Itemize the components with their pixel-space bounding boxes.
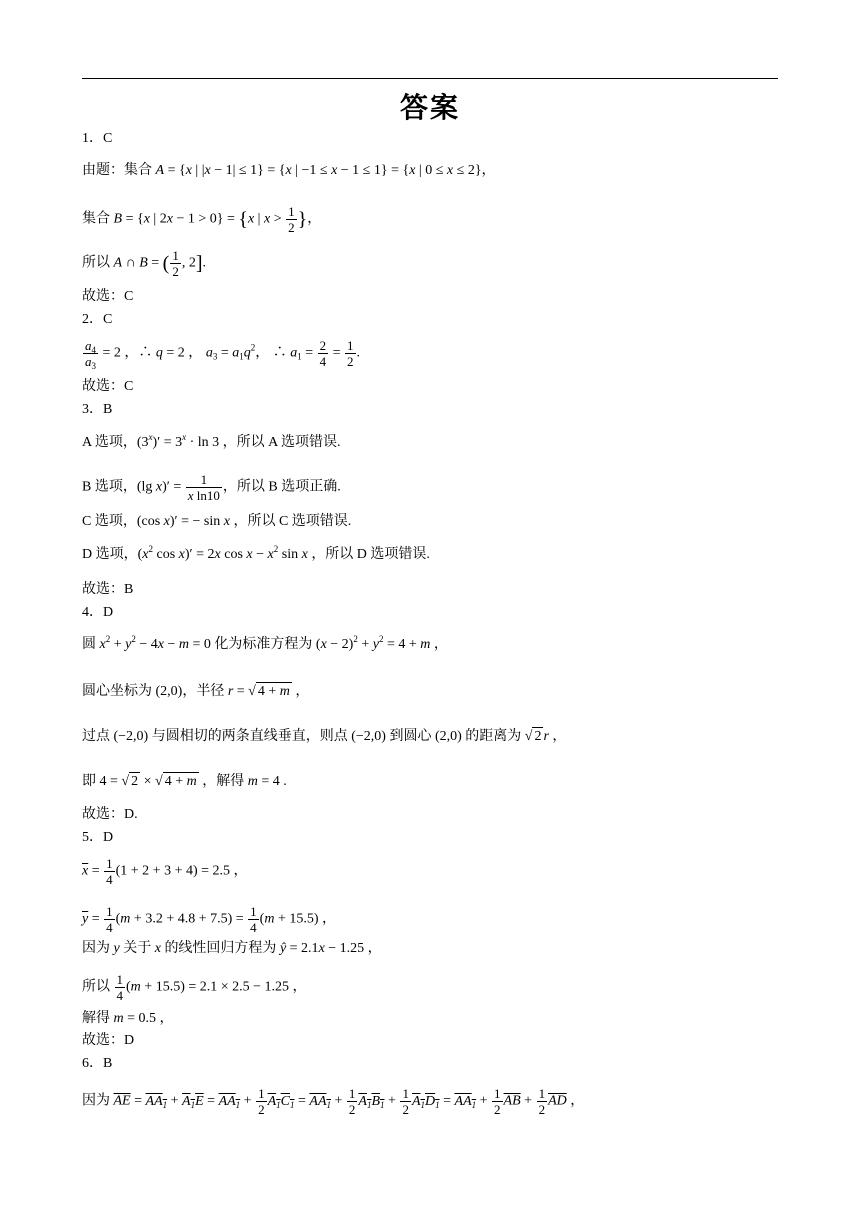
answer-line: 故选：C: [82, 379, 134, 394]
answer-line: 过点 (−2,0) 与圆相切的两条直线垂直，则点 (−2,0) 到圆心 (2,0) 的距离为 √ 2 r ，: [82, 729, 567, 744]
answer-line: D 选项，($x^2$ cos x)′ = 2x $\cos x - x^2$ sin x ，所以 D 选项错误.: [82, 544, 430, 562]
answer-line: $\frac{a_4}{a_3}$ = 2 ，∴ q = 2 ， $a_3 = a_1q^2$， ∴ $a_1$ = $\frac{2}{4}$ = $\frac{1}{2}$ .: [85, 338, 361, 371]
answer-line: 4．D: [82, 605, 114, 620]
answer-line: 故选：D: [82, 1033, 135, 1048]
answer-line: 5．D: [82, 830, 114, 845]
answer-line: 圆心坐标为 (2,0)，半径 r = √ 4 + m ，: [82, 684, 310, 699]
answer-line: 所以 $\frac{1}{4}$ (m + 15.5) = 2.1 × 2.5 − 1.25 ，: [82, 972, 307, 1003]
answer-line: B 选项，(lg x)′ = $\frac{1}{\text{x ln10}}$ ，所以 B 选项正确.: [82, 472, 341, 503]
answer-line: 故选：D.: [82, 807, 138, 822]
answer-line: $\overline{y}$ = $\frac{1}{4}$ (m + 3.2 + 4.8 + 7.5) = $\frac{1}{4}$ (m + 15.5) ，: [82, 904, 337, 935]
answer-line: 故选：B: [82, 582, 134, 597]
answer-line: 3．B: [82, 402, 113, 417]
answer-line: 因为 $\overline{AE} = AA_1 + A_1E = AA_1$ + $\frac{1}{2}$ $A_1C_1 = AA_1$ + $\frac{1}{2}$ $A_1B_1$ + $\frac{1}{2}$ $A_1D_1 = AA_1$ + $\frac{1}{2}$ $\overline{AB}$ + $\frac{1}{2}$ $\overline{AD}$ ，: [82, 1086, 585, 1117]
answer-line: 因为 y 关于 x 的线性回归方程为 ŷ = 2.1x − 1.25 ，: [82, 941, 382, 956]
answer-line: C 选项，(cos x)′ = − sin x ，所以 C 选项错误.: [82, 514, 352, 529]
answer-line: 由题：集合 A = {x | |x − 1| ≤ 1} = {x | −1 ≤ x − 1 ≤ 1} = {x | 0 ≤ x ≤ 2}，: [82, 163, 496, 178]
answer-line: 故选：C: [82, 289, 134, 304]
answer-line: 6．B: [82, 1056, 113, 1071]
answer-line: $\overline{x}$ = $\frac{1}{4}$ (1 + 2 + 3 + 4) = 2.5 ，: [82, 856, 248, 887]
answer-line: 解得 m = 0.5 ，: [82, 1011, 174, 1026]
answer-line: 2．C: [82, 312, 113, 327]
answer-line: A 选项，$(3^x)' = 3^x \cdot \ln 3$ ，所以 A 选项错误.: [82, 432, 341, 450]
answer-line: 即 4 = √ 2 × √ 4 + m ，解得 m = 4 .: [82, 774, 287, 789]
answer-line: 1．C: [82, 131, 113, 146]
answer-line: 集合 B = {x | 2x − 1 > 0} = {x | x > $\frac{1}{2}$ }，: [82, 204, 322, 235]
answer-line: 圆 $x^2 + y^2 - 4x - m = 0$ 化为标准方程为 $(x - 2)^2 + y^2 = 4 + m$ ，: [82, 634, 448, 652]
page-title: 答案: [399, 91, 460, 124]
header-rule: [82, 78, 778, 79]
answer-line: 所以 A ∩ B = ( $\frac{1}{2}$ , 2].: [82, 248, 206, 279]
